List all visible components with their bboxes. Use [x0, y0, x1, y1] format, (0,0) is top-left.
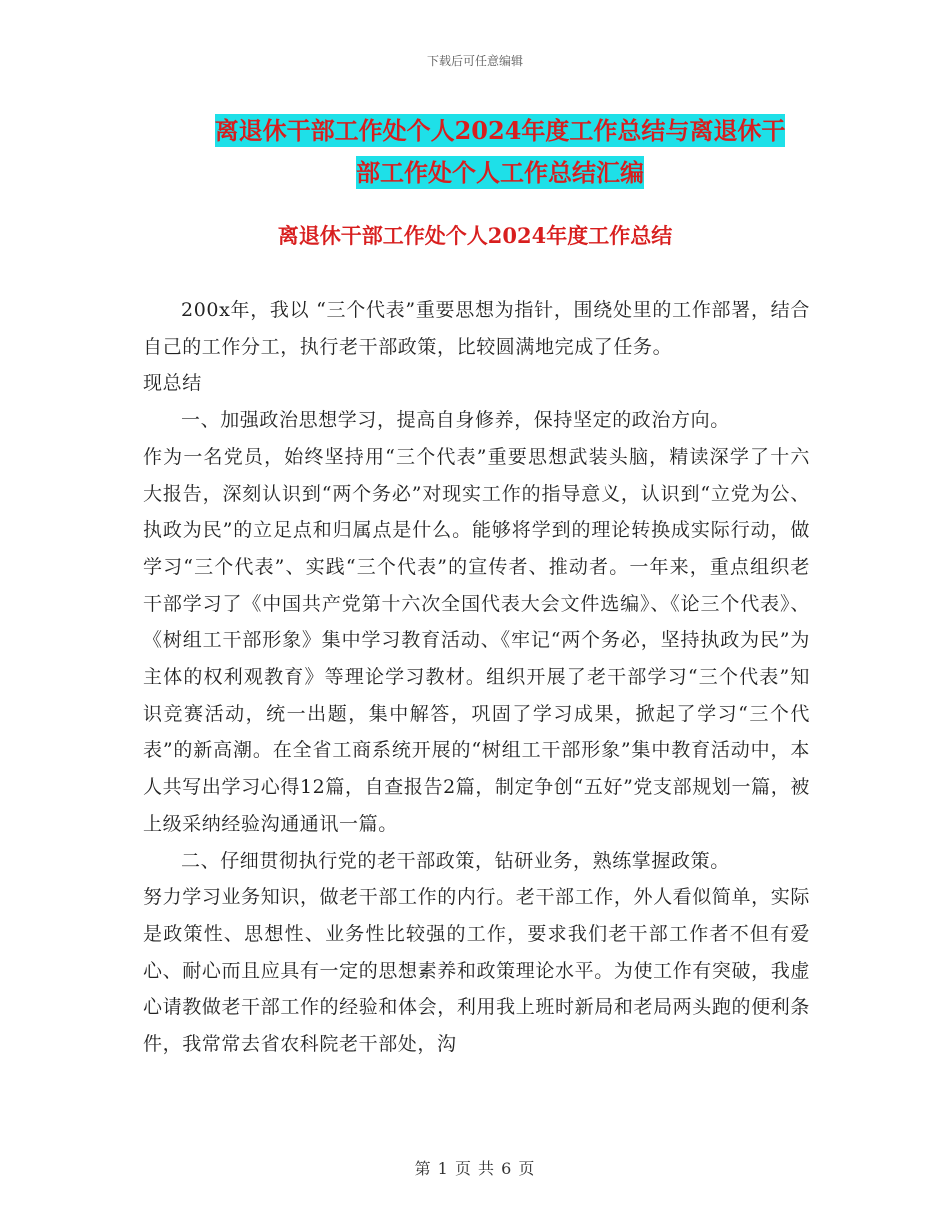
paragraph: 200x年，我以 “三个代表”重要思想为指针，围绕处里的工作部署，结合自己的工作分工，执行老干部政策，比较圆满地完成了任务。: [143, 299, 810, 358]
paragraph: 现总结: [143, 372, 202, 395]
document-body: [143, 292, 810, 1063]
header-note: 下载后可任意编辑: [426, 54, 523, 68]
document-title: [150, 110, 850, 194]
paragraph: 二、仔细贯彻执行党的老干部政策，钻研业务，熟练掌握政策。: [181, 849, 730, 872]
page-number: 第 1 页 共 6 页: [414, 1159, 536, 1178]
paragraph: 作为一名党员，始终坚持用“三个代表”重要思想武装头脑，精读深学了十六大报告，深刻认识到“两个务必”对现实工作的指导意义，认识到“立党为公、执政为民”的立足点和归属点是什么。能够将学到的理论转换成实际行动，做学习“三个代表”、实践“三个代表”的宣传者、推动者。一年来，重点组织老干部学习了《中国共产党第十六次全国代表大会文件选编》、《论三个代表》、《树组工干部形象》集中学习教育活动、《牢记“两个务必，坚持执政为民”为主体的权利观教育》等理论学习教材。组织开展了老干部学习“三个代表”知识竞赛活动，统一出题，集中解答，巩固了学习成果，掀起了学习“三个代表”的新高潮。在全省工商系统开展的“树组工干部形象”集中教育活动中，本人共写出学习心得12篇，自查报告2篇，制定争创“五好”党支部规划一篇，被上级采纳经验沟通通讯一篇。: [143, 445, 810, 835]
section-title: 离退休干部工作处个人2024年度工作总结: [277, 223, 673, 248]
title-line-1: 离退休干部工作处个人2024年度工作总结与离退休干: [214, 116, 786, 145]
title-line-2: 部工作处个人工作总结汇编: [356, 158, 644, 187]
paragraph: 一、加强政治思想学习，提高自身修养，保持坚定的政治方向。: [181, 409, 730, 432]
paragraph: 努力学习业务知识，做老干部工作的内行。老干部工作，外人看似简单，实际是政策性、思想性、业务性比较强的工作，要求我们老干部工作者不但有爱心、耐心而且应具有一定的思想素养和政策理论水平。为使工作有突破，我虚心请教做老干部工作的经验和体会，利用我上班时新局和老局两头跑的便利条件，我常常去省农科院老干部处，沟: [143, 886, 810, 1056]
